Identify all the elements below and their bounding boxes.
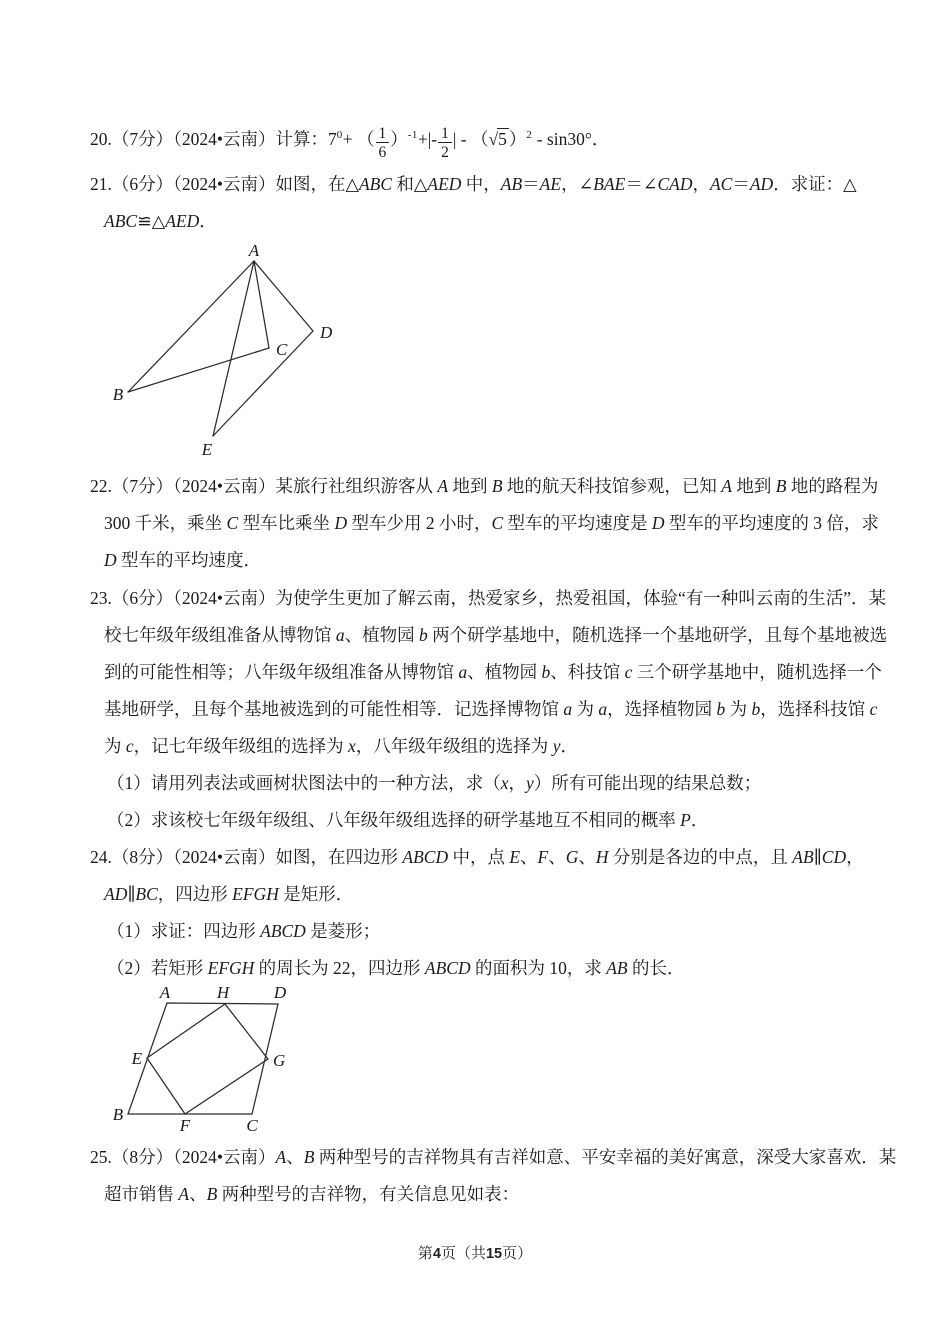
vertex-label-e: E — [131, 1049, 142, 1068]
vertex-label-a: A — [248, 243, 260, 260]
vertex-label-b: B — [112, 1105, 124, 1124]
vertex-label-h: H — [216, 985, 230, 1002]
figure-triangles — [110, 243, 340, 458]
vertex-label-e: E — [201, 440, 213, 458]
vertex-label-f: F — [179, 1116, 191, 1135]
q24-subitem-1: （1）求证：四边形 ABCD 是菱形； — [107, 921, 381, 941]
vertex-label-g: G — [273, 1051, 286, 1070]
q22-line-3: D 型车的平均速度． — [104, 550, 262, 570]
rectangle-EFGH — [147, 1004, 268, 1114]
vertex-label-d: D — [320, 323, 333, 342]
edge-AE — [213, 261, 254, 436]
question-24 — [90, 839, 868, 987]
q24-subitem-2: （2）若矩形 EFGH 的周长为 22，四边形 ABCD 的面积为 10，求 AB 的长． — [107, 958, 685, 978]
q23-subitem-1: （1）请用列表法或画树状图法中的一种方法，求（x，y）所有可能出现的结果总数； — [107, 773, 762, 793]
q23-line-2: 校七年级年级组准备从博物馆 a、植物园 b 两个研学基地中，随机选择一个基地研学，且每个基地被选 — [104, 625, 888, 645]
q23-line-1: 23.（6分）（2024•云南）为使学生更加了解云南，热爱家乡，热爱祖国，体验“有一种叫云南的生活”．某 — [90, 588, 887, 608]
q23-subitem-2: （2）求该校七年级年级组、八年级年级组选择的研学基地互不相同的概率 P． — [107, 810, 709, 830]
vertex-label-b: B — [112, 385, 124, 404]
parallelogram-figure-svg — [108, 985, 303, 1143]
figure-parallelogram — [108, 985, 303, 1143]
q20-line-1: 20.（7分）（2024•云南）计算：$7^0+$ （ $\frac{1}{6}$ ）$^{-1}$+|- $\frac{1}{2}$ | - （√5 ）$^2$ - sin30°． — [90, 124, 610, 161]
q22-line-1: 22.（7分）（2024•云南）某旅行社组织游客从 A 地到 B 地的航天科技馆参观，已知 A 地到 B 地的路程为 — [90, 476, 879, 496]
question-20 — [90, 112, 868, 161]
q24-line-1: 24.（8分）（2024•云南）如图，在四边形 ABCD 中，点 E、F、G、H 分别是各边的中点，且 AB∥CD， — [90, 847, 864, 867]
q25-line-2: 超市销售 A、B 两种型号的吉祥物，有关信息见如表： — [104, 1184, 520, 1204]
q24-line-2: AD∥BC，四边形 EFGH 是矩形． — [104, 884, 354, 904]
question-22 — [90, 468, 879, 579]
q21-line-2: ABC≌△AED． — [104, 211, 217, 231]
q23-line-3: 到的可能性相等；八年级年级组准备从博物馆 a、植物园 b、科技馆 c 三个研学基地中，随机选择一个 — [104, 662, 882, 682]
edge-DA — [254, 261, 313, 331]
triangle-figure-svg — [110, 243, 340, 458]
question-25 — [90, 1139, 897, 1213]
edge-CA — [254, 261, 269, 348]
vertex-label-a: A — [159, 985, 171, 1002]
vertex-label-c: C — [276, 340, 288, 359]
q22-line-2: 300 千米，乘坐 C 型车比乘坐 D 型车少用 2 小时，C 型车的平均速度是 D 型车的平均速度的 3 倍，求 — [104, 513, 879, 533]
edge-ED — [213, 331, 313, 436]
figure2-edges — [128, 1003, 278, 1114]
q25-line-1: 25.（8分）（2024•云南）A、B 两种型号的吉祥物具有吉祥如意、平安幸福的美好寓意，深受大家喜欢．某 — [90, 1147, 897, 1167]
question-23 — [90, 580, 888, 839]
figure2-labels — [113, 985, 287, 1135]
vertex-label-c: C — [246, 1116, 258, 1135]
q23-line-4: 基地研学，且每个基地被选到的可能性相等．记选择博物馆 a 为 a，选择植物园 b 为 b，选择科技馆 c — [104, 699, 878, 719]
question-21 — [90, 166, 868, 240]
vertex-label-d: D — [273, 985, 287, 1002]
q23-line-5: 为 c，记七年级年级组的选择为 x，八年级年级组的选择为 y． — [104, 736, 578, 756]
page-footer: 第4页（共15页） — [417, 1246, 533, 1262]
q21-line-1: 21.（6分）（2024•云南）如图，在△ABC 和△AED 中，AB＝AE，∠BAE＝∠CAD，AC＝AD．求证：△ — [90, 174, 857, 194]
